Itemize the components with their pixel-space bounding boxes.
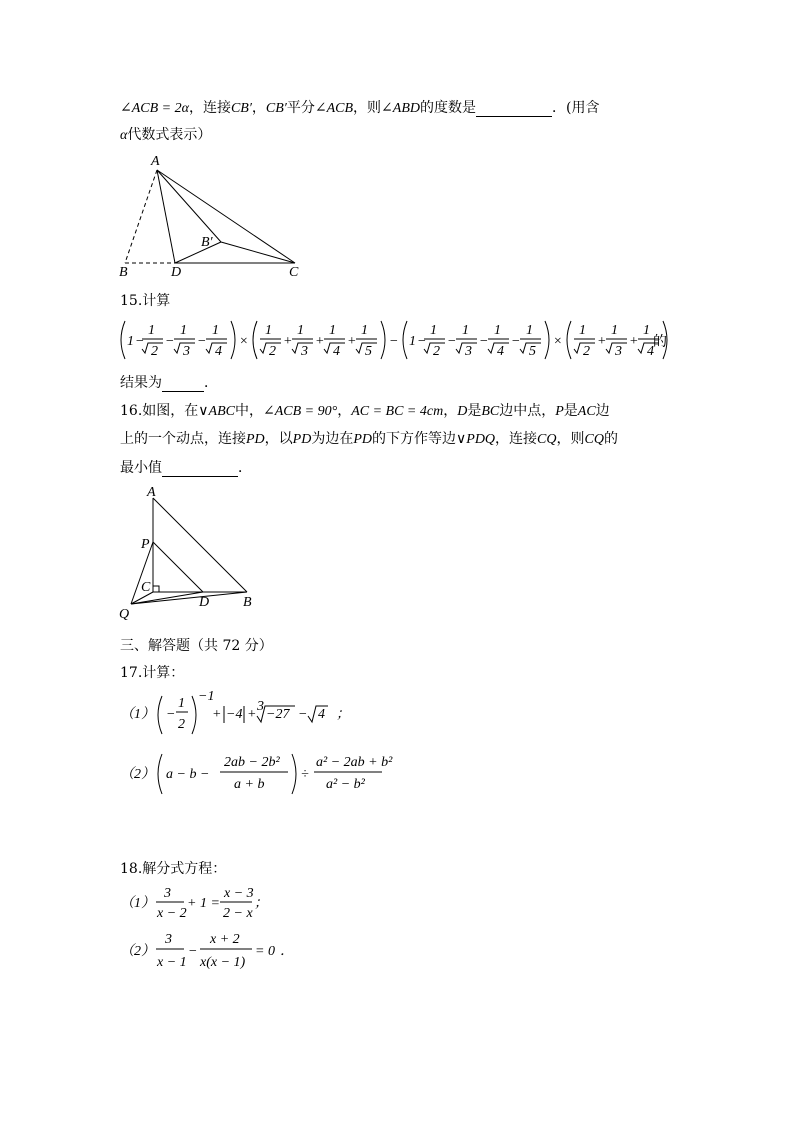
svg-text:a² − 2ab + b²: a² − 2ab + b² [316, 755, 393, 770]
edge-AD [157, 170, 175, 263]
svg-text:2: 2 [178, 717, 185, 732]
svg-text:2: 2 [269, 344, 276, 359]
svg-text:1: 1 [494, 323, 501, 338]
svg-text:1: 1 [297, 323, 304, 338]
svg-text:+: + [212, 707, 222, 722]
svg-text:3: 3 [257, 699, 264, 714]
svg-text:1: 1 [361, 323, 368, 338]
label-D: D [199, 595, 210, 610]
svg-text:x − 3: x − 3 [224, 886, 254, 901]
q14-math: CB′ [265, 101, 287, 116]
q15-expression [115, 315, 675, 365]
svg-text:1: 1 [430, 323, 437, 338]
svg-text:1: 1 [526, 323, 533, 338]
q14-text: 代数式表示） [127, 127, 212, 143]
svg-text:+: + [629, 334, 639, 349]
section-heading: 三、解答题（共 72 分） [120, 638, 273, 654]
label-B: B [243, 595, 252, 610]
svg-text:−1: −1 [198, 689, 215, 704]
label-A: A [151, 154, 160, 169]
right-angle-mark [153, 586, 159, 592]
q17-title: 17.计算： [120, 665, 185, 681]
q14-math: ∠ACB [314, 101, 354, 116]
svg-text:+: + [283, 334, 293, 349]
q14-math: α [120, 128, 128, 143]
svg-text:2: 2 [433, 344, 440, 359]
svg-text:−: − [511, 334, 521, 349]
svg-text:1: 1 [265, 323, 272, 338]
svg-text:3: 3 [165, 932, 172, 947]
edge-AB [153, 498, 247, 592]
svg-text:1: 1 [462, 323, 469, 338]
answer-blank[interactable] [162, 375, 204, 392]
svg-text:5: 5 [365, 344, 372, 359]
svg-text:+: + [247, 707, 257, 722]
num: 1 [148, 323, 155, 338]
svg-text:x + 2: x + 2 [210, 932, 240, 947]
svg-text:3: 3 [164, 886, 171, 901]
q14-math: ∠ABD [381, 101, 420, 116]
svg-text:（1）: （1） [120, 707, 155, 722]
edge-ABp [157, 170, 221, 242]
num: 1 [127, 334, 134, 349]
svg-text:4: 4 [318, 707, 325, 722]
svg-text:4: 4 [497, 344, 504, 359]
label-Bp: B′ [201, 235, 213, 250]
num: 3 [183, 344, 190, 359]
svg-text:（2）: （2） [120, 767, 155, 782]
svg-text:3: 3 [301, 344, 308, 359]
label-P: P [141, 537, 150, 552]
edge-AC [157, 170, 295, 263]
svg-text:a + b: a + b [234, 777, 265, 792]
edge-PD [153, 542, 203, 592]
q14-figure [115, 150, 315, 280]
svg-text:x(x − 1): x(x − 1) [200, 955, 246, 970]
label-A: A [147, 485, 156, 500]
svg-text:（2）: （2） [120, 944, 155, 959]
svg-text:+: + [597, 334, 607, 349]
svg-text:2 − x: 2 − x [223, 906, 253, 921]
svg-text:x − 2: x − 2 [157, 906, 187, 921]
svg-text:x − 1: x − 1 [157, 955, 187, 970]
q14-text: ， [251, 100, 266, 116]
num: 2 [151, 344, 158, 359]
q18-part2 [120, 928, 340, 978]
svg-text:−: − [389, 334, 399, 349]
op: × [239, 334, 249, 349]
paren [121, 321, 125, 359]
svg-text:= 0: = 0 [255, 944, 275, 959]
svg-text:3: 3 [465, 344, 472, 359]
svg-text:−: − [188, 944, 198, 959]
q14-text: ．(用含 [552, 100, 600, 116]
q16-line2: 上的一个动点，连接PD，以PD为边在PD的下方作等边∨PDQ，连接CQ，则CQ的 [120, 431, 618, 447]
num: 1 [212, 323, 219, 338]
label-B: B [119, 265, 128, 280]
svg-text:3: 3 [615, 344, 622, 359]
svg-text:−: − [447, 334, 457, 349]
svg-text:×: × [553, 334, 563, 349]
svg-text:4: 4 [647, 344, 654, 359]
svg-text:2: 2 [583, 344, 590, 359]
q15-title: 15.计算 [120, 293, 171, 309]
q14-text: 平分 [286, 100, 315, 116]
svg-text:a − b −: a − b − [166, 767, 210, 782]
label-Q: Q [119, 607, 130, 622]
q14-text: ，连接 [188, 100, 231, 116]
q14-math: ∠ACB = 2α [120, 101, 189, 116]
svg-text:+: + [347, 334, 357, 349]
svg-text:−27: −27 [266, 707, 290, 722]
q14-line2 [120, 124, 211, 144]
svg-text:+ 1 =: + 1 = [187, 896, 220, 911]
q15-text: ． [204, 375, 218, 391]
q16-figure [115, 482, 275, 622]
q15-text: 结果为 [120, 375, 162, 391]
edge-AB [125, 170, 157, 263]
q14-line1 [120, 97, 599, 117]
svg-text:−4: −4 [226, 707, 243, 722]
svg-text:（1）: （1） [120, 896, 155, 911]
edge-BpC [221, 242, 295, 263]
svg-text:−: − [298, 707, 308, 722]
svg-text:1: 1 [409, 334, 416, 349]
svg-text:1: 1 [329, 323, 336, 338]
svg-text:2ab − 2b²: 2ab − 2b² [224, 755, 280, 770]
q18-title: 18.解分式方程： [120, 861, 227, 877]
svg-text:；: ； [254, 896, 268, 911]
op: − [165, 334, 175, 349]
svg-text:1: 1 [579, 323, 586, 338]
svg-text:−: − [479, 334, 489, 349]
label-C: C [289, 265, 299, 280]
svg-text:．: ． [280, 944, 294, 959]
svg-text:−: − [417, 334, 427, 349]
q14-text: 的度数是 [420, 100, 476, 116]
op: − [197, 334, 207, 349]
svg-text:5: 5 [529, 344, 536, 359]
svg-text:1: 1 [643, 323, 650, 338]
answer-blank[interactable] [476, 100, 552, 117]
q17-part1 [120, 688, 380, 744]
op: − [135, 334, 145, 349]
q16-line1: 16.如图，在∨ABC中，∠ACB = 90°，AC = BC = 4cm，D是BC边中点，P是AC边 [120, 403, 610, 419]
svg-text:1: 1 [178, 696, 185, 711]
svg-text:；: ； [336, 707, 350, 722]
svg-text:÷: ÷ [301, 767, 309, 782]
svg-text:1: 1 [611, 323, 618, 338]
q18-part1 [120, 882, 320, 926]
edge-DBp [175, 242, 221, 263]
q14-math: CB′ [230, 101, 252, 116]
num: 4 [215, 344, 222, 359]
svg-text:4: 4 [333, 344, 340, 359]
svg-text:−: − [166, 707, 176, 722]
svg-text:a² − b²: a² − b² [326, 777, 365, 792]
label-D: D [171, 265, 182, 280]
svg-text:+: + [315, 334, 325, 349]
label-C: C [141, 580, 151, 595]
q16-line3: 最小值 ． [120, 460, 252, 476]
q17-part2 [120, 748, 420, 800]
num: 1 [180, 323, 187, 338]
q15-tail: 的 [653, 334, 667, 350]
q14-text: ，则 [353, 100, 382, 116]
q15-result [120, 372, 218, 392]
answer-blank[interactable] [162, 460, 238, 477]
